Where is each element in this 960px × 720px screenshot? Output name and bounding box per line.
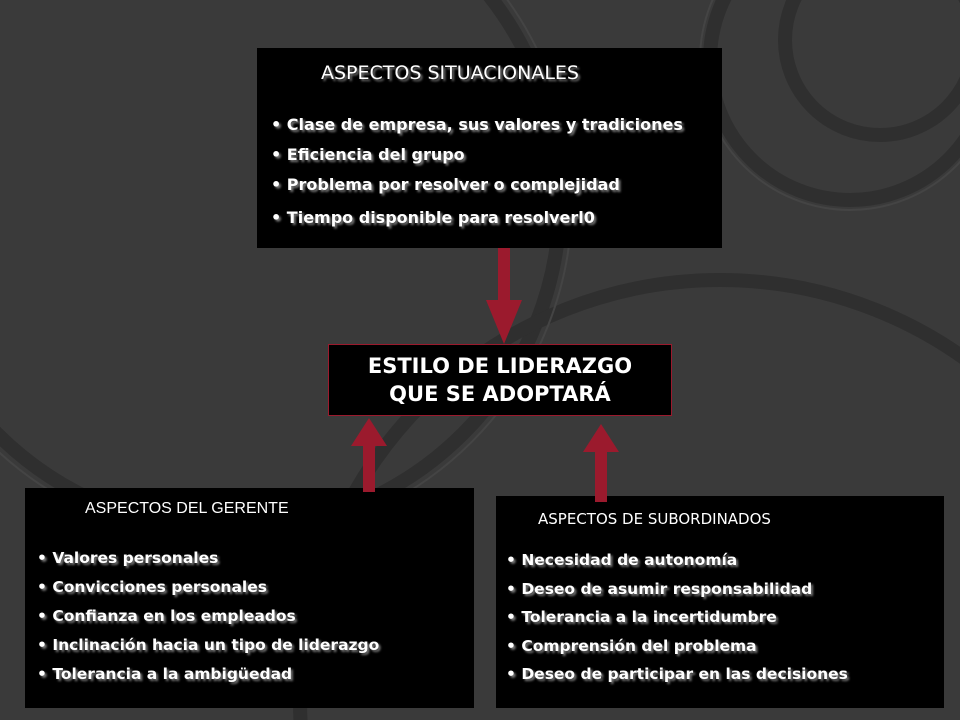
manager-aspects-list bbox=[37, 544, 379, 689]
list-item: • Tolerancia a la ambigüedad bbox=[37, 660, 379, 689]
arrow-down-icon bbox=[486, 248, 522, 344]
situational-aspects-list bbox=[271, 110, 683, 233]
subordinates-aspects-title: ASPECTOS DE SUBORDINADOS bbox=[538, 510, 771, 528]
list-item: • Comprensión del problema bbox=[506, 632, 848, 661]
subordinates-aspects-box bbox=[496, 496, 944, 708]
leadership-style-line-2: QUE SE ADOPTARÁ bbox=[389, 382, 611, 406]
list-item: • Eficiencia del grupo bbox=[271, 140, 683, 170]
list-item: • Deseo de participar en las decisiones bbox=[506, 660, 848, 689]
situational-aspects-box bbox=[257, 48, 722, 248]
leadership-style-line-1: ESTILO DE LIDERAZGO bbox=[367, 354, 633, 378]
manager-aspects-title: ASPECTOS DEL GERENTE bbox=[85, 500, 289, 517]
list-item: • Problema por resolver o complejidad bbox=[271, 170, 683, 200]
manager-aspects-box bbox=[25, 488, 474, 708]
list-item: • Clase de empresa, sus valores y tradiciones bbox=[271, 110, 683, 140]
leadership-style-box bbox=[328, 344, 672, 416]
list-item: • Confianza en los empleados bbox=[37, 602, 379, 631]
situational-aspects-title: ASPECTOS SITUACIONALES bbox=[321, 62, 579, 84]
arrow-up-icon bbox=[583, 424, 619, 502]
list-item: • Deseo de asumir responsabilidad bbox=[506, 575, 848, 604]
subordinates-aspects-list bbox=[506, 546, 848, 689]
list-item: • Valores personales bbox=[37, 544, 379, 573]
arrow-up-icon bbox=[351, 418, 387, 492]
list-item: • Tiempo disponible para resolverl0 bbox=[271, 203, 683, 233]
list-item: • Inclinación hacia un tipo de liderazgo bbox=[37, 631, 379, 660]
list-item: • Tolerancia a la incertidumbre bbox=[506, 603, 848, 632]
list-item: • Necesidad de autonomía bbox=[506, 546, 848, 575]
list-item: • Convicciones personales bbox=[37, 573, 379, 602]
